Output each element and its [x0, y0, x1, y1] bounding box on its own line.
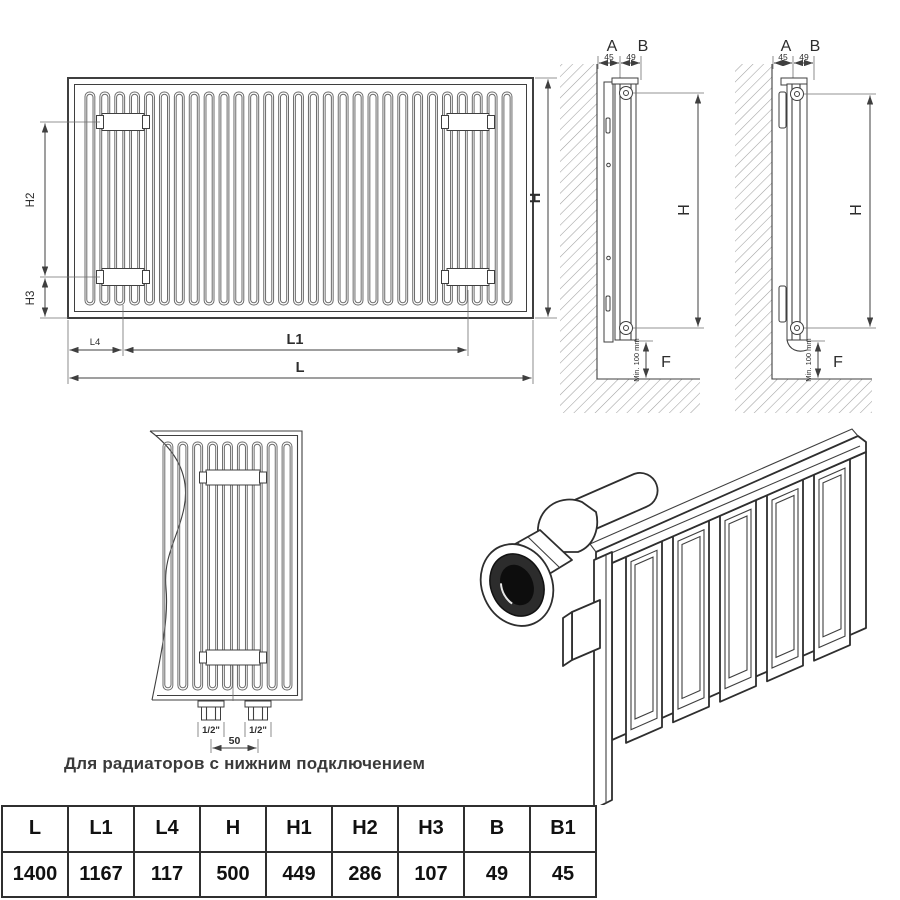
integrated-bracket-tab — [779, 286, 786, 322]
label-a: A — [780, 38, 792, 55]
side-end-plate — [594, 552, 612, 805]
dim-value: 500 — [200, 852, 266, 898]
dimension-table — [1, 805, 597, 898]
drawing-detail — [165, 444, 171, 688]
dim-label-h3: H3 — [25, 290, 37, 306]
label-a: A — [606, 38, 618, 55]
label-b: B — [637, 38, 649, 55]
dim-value: 49 — [464, 852, 530, 898]
dim-45: 45 — [604, 52, 614, 62]
bottom-connection-view — [150, 431, 302, 753]
dim-value: 107 — [398, 852, 464, 898]
col-header: H3 — [398, 806, 464, 852]
radiator-3d-view — [468, 429, 866, 805]
dim-value: 117 — [134, 852, 200, 898]
col-header: L1 — [68, 806, 134, 852]
side-view-integrated-bracket — [735, 38, 876, 413]
dim-value: 1400 — [2, 852, 68, 898]
bottom-connection-caption: Для радиаторов с нижним подключением — [64, 754, 426, 773]
dim-49: 49 — [799, 52, 809, 62]
bottom-pipe-right — [245, 701, 271, 720]
dim-value: 449 — [266, 852, 332, 898]
dim-label-l1: L1 — [286, 332, 304, 348]
label-b: B — [809, 38, 821, 55]
pipe-spacing: 50 — [228, 735, 241, 747]
dim-value: 1167 — [68, 852, 134, 898]
bottom-pipe-left — [198, 701, 224, 720]
dim-label-l: L — [295, 360, 305, 376]
label-f: F — [833, 354, 843, 371]
integrated-bracket-tab — [779, 92, 786, 128]
col-header: B1 — [530, 806, 596, 852]
col-header: L — [2, 806, 68, 852]
dimension-table-header-row — [2, 806, 596, 852]
col-header: L4 — [134, 806, 200, 852]
col-header: B — [464, 806, 530, 852]
radiator-panel-section — [787, 84, 807, 340]
drawing-detail — [284, 444, 290, 688]
pipe-size-right: 1/2" — [249, 725, 267, 736]
dimension-table-value-row — [2, 852, 596, 898]
panel-top-cap — [612, 78, 638, 84]
dim-value: 286 — [332, 852, 398, 898]
pipe-size-left: 1/2" — [202, 725, 220, 736]
dim-49: 49 — [626, 52, 636, 62]
min-clearance-label: Min. 100 mm — [632, 338, 641, 382]
min-clearance-label: Min. 100 mm — [804, 338, 813, 382]
dim-label-h: H — [848, 204, 865, 216]
bracket-bottom — [200, 650, 267, 665]
bracket-bottom-right — [442, 269, 495, 286]
col-header: H2 — [332, 806, 398, 852]
dim-label-h: H — [676, 204, 693, 216]
label-f: F — [661, 354, 671, 371]
front-view — [25, 78, 557, 384]
side-view-wall-bracket — [560, 38, 704, 413]
drawing-detail — [269, 444, 275, 688]
col-header: H — [200, 806, 266, 852]
dim-label-h: H — [528, 192, 544, 204]
bracket-top-right — [442, 114, 495, 131]
dim-value: 45 — [530, 852, 596, 898]
radiator-panel-section — [615, 84, 636, 340]
bracket-bottom-left — [97, 269, 150, 286]
bracket-top-left — [97, 114, 150, 131]
col-header: H1 — [266, 806, 332, 852]
dim-label-h2: H2 — [25, 192, 37, 208]
bracket-top — [200, 470, 267, 485]
dim-45: 45 — [778, 52, 788, 62]
dim-label-l4: L4 — [89, 337, 101, 348]
